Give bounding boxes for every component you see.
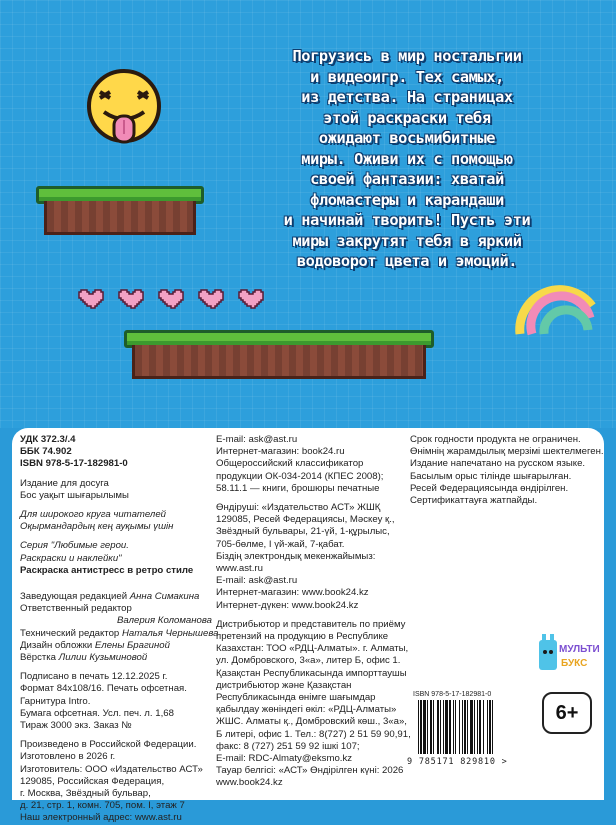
kz-info: Өндіруші: «Издательство АСТ» ЖШҚ xyxy=(216,502,381,514)
distributor-info: қабылдау жөніндегі өкіл: «РДЦ-Алматы» xyxy=(216,704,397,716)
editor-head: Заведующая редакцией Анна Симакина xyxy=(20,591,200,603)
heart-icon xyxy=(238,288,264,310)
blurb-line: фломастеры и карандаши xyxy=(310,190,504,209)
kz-info: Интернет-дүкен: www.book24.kz xyxy=(216,599,359,611)
series-line: Раскраски и наклейки" xyxy=(20,552,122,564)
imprint-column-3 xyxy=(410,434,604,507)
distributor-info: претензий на продукцию в Республике xyxy=(216,631,389,643)
blurb-line: своей фантазии: хватай xyxy=(310,170,504,188)
distributor-info: www.book24.kz xyxy=(216,777,283,789)
blurb-line: ожидают восьмибитные xyxy=(318,129,496,147)
hearts-row xyxy=(78,288,264,310)
distributor-info: ул. Домбровского, 3«а», литер Б, офис 1. xyxy=(216,655,401,667)
manufacturer-info: г. Москва, Звёздный бульвар, xyxy=(20,788,151,800)
distributor-info: факс: 8 (727) 251 59 92 ішкі 107; xyxy=(216,740,360,752)
distributor-info: Қазақстан Республикасында импорттаушы xyxy=(216,667,407,679)
kz-info: Звёздный бульвары, 21-үй, 1-құрылыс, xyxy=(216,526,390,538)
heart-icon xyxy=(158,288,184,310)
print-info: Гарнитура Intro. xyxy=(20,695,91,707)
pixel-rainbow-icon xyxy=(514,270,598,340)
blurb-line: миры закрутят тебя в яркий xyxy=(292,231,522,250)
shelf-life-kz: Өнімнің жарамдылық мерзімі шектелмеген. xyxy=(410,446,604,458)
language-note: Издание напечатано на русском языке. xyxy=(410,458,586,470)
editor-name: Валерия Коломанова xyxy=(116,615,212,627)
kz-info: www.ast.ru xyxy=(216,563,263,575)
print-info: Бумага офсетная. Усл. печ. л. 1,68 xyxy=(20,707,174,719)
print-info: Подписано в печать 12.12.2025 г. xyxy=(20,671,168,683)
print-info: Тираж 3000 экз. Заказ № xyxy=(20,720,132,732)
language-note-kz: Басылым орыс тілінде шығарылған. xyxy=(410,470,572,482)
blurb-line: Погрузись в мир ностальгии xyxy=(292,47,522,65)
manufacturer-info: д. 21, стр. 1, комн. 705, пом. I, этаж 7 xyxy=(20,800,185,812)
blurb-line: водоворот цвета и эмоций. xyxy=(296,252,518,270)
online-shop: Интернет-магазин: book24.ru xyxy=(216,446,345,458)
kz-info: E-mail: ask@ast.ru xyxy=(216,575,298,587)
series-line: Серия "Любимые герои. xyxy=(20,540,129,552)
tech-editor: Технический редактор Наталья Чернышева xyxy=(20,627,219,639)
isbn: ISBN 978-5-17-182981-0 xyxy=(20,458,128,470)
edition-ru: Издание для досуга xyxy=(20,477,109,489)
bbk: ББК 74.902 xyxy=(20,446,72,458)
barcode-icon xyxy=(415,700,521,756)
classifier: Общероссийский классификатор xyxy=(216,458,364,470)
tongue-out-smiley-icon xyxy=(84,68,164,150)
origin-kz: Ресей Федерациясында өндірілген. xyxy=(410,482,569,494)
distributor-info: ЖШС. Алматы қ., Домбровский көш., 3«а», xyxy=(216,716,407,728)
heart-icon xyxy=(78,288,104,310)
distributor-info: Дистрибьютор и представитель по приёму xyxy=(216,618,406,630)
print-info: Формат 84x108/16. Печать офсетная. xyxy=(20,683,187,695)
kz-info: 705-бөлме, I үй-жай, 7-қабат. xyxy=(216,538,345,550)
heart-icon xyxy=(118,288,144,310)
cover-design: Дизайн обложки Елены Брагиной xyxy=(20,639,170,651)
manufacturer-info: Наш электронный адрес: www.ast.ru xyxy=(20,812,182,824)
svg-text:БУКС: БУКС xyxy=(561,658,588,669)
audience-kz: Оқырмандардың кең ауқымы үшін xyxy=(20,521,174,533)
manufacturer-info: Изготовлено в 2026 г. xyxy=(20,751,116,763)
cover-blurb xyxy=(222,46,592,272)
distributor-info: E-mail: RDC-Almaty@eksmo.kz xyxy=(216,753,353,765)
layout-credit: Вёрстка Лилии Кузьминовой xyxy=(20,652,148,664)
email: E-mail: ask@ast.ru xyxy=(216,434,298,445)
blurb-line: миры. Оживи их с помощью xyxy=(301,149,513,168)
edition-kz: Бос уақыт шығарылымы xyxy=(20,489,129,501)
shelf-life: Срок годности продукта не ограничен. xyxy=(410,434,581,445)
imprint-column-2 xyxy=(216,434,411,790)
platform-middle xyxy=(124,330,434,390)
platform-top xyxy=(36,186,204,238)
certification-note: Сертификаттауға жатпайды. xyxy=(410,495,538,507)
blurb-line: из детства. На страницах xyxy=(301,88,513,106)
kz-info: Интернет-магазин: www.book24.kz xyxy=(216,587,369,599)
blurb-line: этой раскраски тебя xyxy=(323,108,491,127)
blurb-line: и начинай творить! Пусть эти xyxy=(283,211,531,229)
manufacturer-info: Изготовитель: ООО «Издательство АСТ» xyxy=(20,763,203,775)
classifier: 58.11.1 — книги, брошюры печатные xyxy=(216,482,380,494)
age-rating-badge: 6+ xyxy=(542,692,592,734)
editor-label: Ответственный редактор xyxy=(20,603,132,615)
manufacturer-info: 129085, Российская Федерация, xyxy=(20,775,165,787)
kz-info: Біздің электрондық мекенжайымыз: xyxy=(216,550,376,562)
svg-text:МУЛЬТИ: МУЛЬТИ xyxy=(559,644,600,655)
barcode-number: 9 785171 829810 > xyxy=(407,757,508,767)
book-title: Раскраска антистресс в ретро стиле xyxy=(20,564,194,576)
distributor-info: Республикасында өнімге шағымдар xyxy=(216,692,376,704)
multibooks-logo xyxy=(538,632,600,678)
blurb-line: и видеоигр. Тех самых, xyxy=(310,67,504,86)
classifier: продукции ОК-034-2014 (КПЕС 2008); xyxy=(216,470,384,482)
distributor-info: дистрибьютор және Қазақстан xyxy=(216,679,352,691)
distributor-info: Тауар белгісі: «АСТ» Өндірілген күні: 2026 xyxy=(216,765,404,777)
udk: УДК 372.3/.4 xyxy=(20,434,76,445)
manufacturer-info: Произведено в Российской Федерации. xyxy=(20,739,197,751)
distributor-info: Б литері, офис 1. Тел.: 8(727) 2 51 59 90,91, xyxy=(216,728,411,740)
distributor-info: Казахстан: ТОО «РДЦ-Алматы». г. Алматы, xyxy=(216,643,409,655)
kz-info: 129085, Ресей Федерациясы, Мәскеу қ., xyxy=(216,514,395,526)
heart-icon xyxy=(198,288,224,310)
barcode-isbn: ISBN 978-5-17-182981-0 xyxy=(413,691,492,698)
audience-ru: Для широкого круга читателей xyxy=(20,509,166,521)
imprint-column-1 xyxy=(20,434,219,825)
